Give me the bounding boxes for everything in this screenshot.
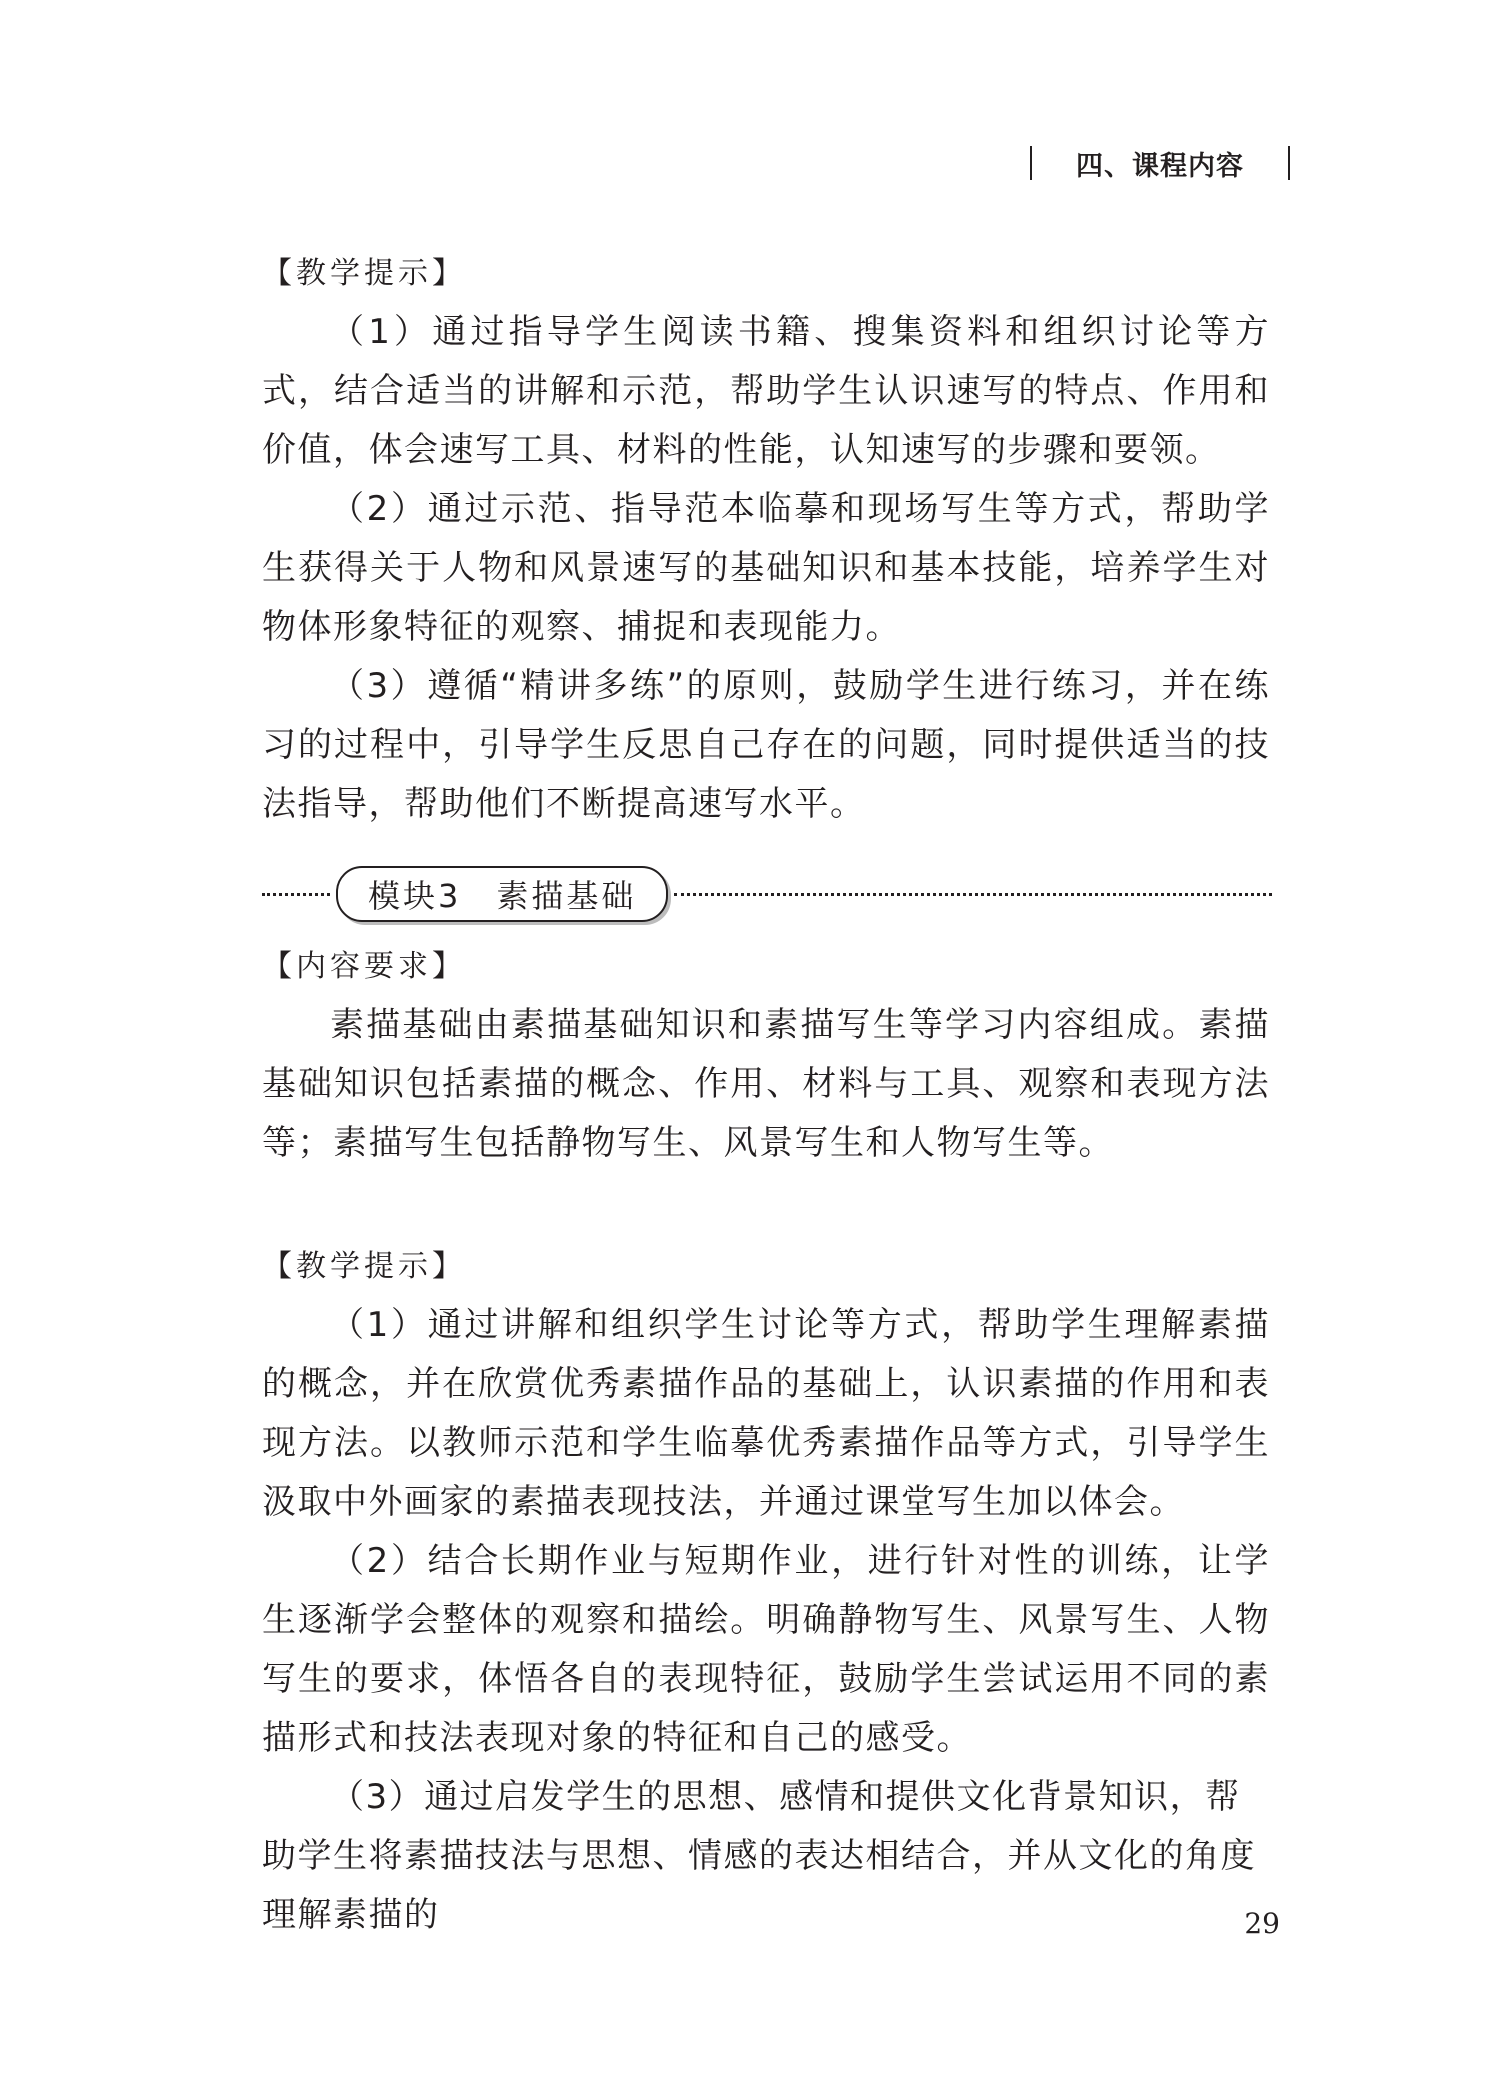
paragraph: （2）通过示范、指导范本临摹和现场写生等方式，帮助学生获得关于人物和风景速写的基础知识和基本技能，培养学生对物体形象特征的观察、捕捉和表现能力。	[262, 489, 1270, 647]
section-heading-content-requirements: 【内容要求】	[262, 949, 466, 984]
paragraph: （1）通过讲解和组织学生讨论等方式，帮助学生理解素描的概念，并在欣赏优秀素描作品的基础上，认识素描的作用和表现方法。以教师示范和学生临摹优秀素描作品等方式，引导学生汲取中外画家的素描表现技法，并通过课堂写生加以体会。	[262, 1305, 1270, 1522]
header-left-rule	[1030, 146, 1032, 180]
content-requirements-section	[262, 938, 1270, 1173]
teaching-tips-section-2	[262, 1238, 1270, 1945]
module-title: 模块3 素描基础	[336, 866, 668, 922]
paragraph: （3）通过启发学生的思想、感情和提供文化背景知识，帮助学生将素描技法与思想、情感的表达相结合，并从文化的角度理解素描的	[262, 1777, 1256, 1935]
paragraph: 素描基础由素描基础知识和素描写生等学习内容组成。素描基础知识包括素描的概念、作用、材料与工具、观察和表现方法等；素描写生包括静物写生、风景写生和人物写生等。	[262, 1005, 1270, 1163]
module-title-bar	[262, 864, 1272, 924]
paragraph: （2）结合长期作业与短期作业，进行针对性的训练，让学生逐渐学会整体的观察和描绘。明确静物写生、风景写生、人物写生的要求，体悟各自的表现特征，鼓励学生尝试运用不同的素描形式和技法表现对象的特征和自己的感受。	[262, 1541, 1270, 1758]
page-number: 29	[1244, 1907, 1280, 1940]
running-header-title: 四、课程内容	[1076, 150, 1244, 182]
running-header	[1030, 138, 1290, 188]
section-heading-teaching-tips: 【教学提示】	[262, 1249, 466, 1284]
dotted-rule-left	[262, 893, 330, 896]
paragraph: （1）通过指导学生阅读书籍、搜集资料和组织讨论等方式，结合适当的讲解和示范，帮助学生认识速写的特点、作用和价值，体会速写工具、材料的性能，认知速写的步骤和要领。	[262, 312, 1270, 470]
section-heading-teaching-tips: 【教学提示】	[262, 256, 466, 291]
teaching-tips-section-1	[262, 245, 1270, 834]
paragraph: （3）遵循“精讲多练”的原则，鼓励学生进行练习，并在练习的过程中，引导学生反思自己存在的问题，同时提供适当的技法指导，帮助他们不断提高速写水平。	[262, 666, 1270, 824]
header-right-rule	[1288, 146, 1290, 180]
dotted-rule-right	[674, 893, 1272, 896]
